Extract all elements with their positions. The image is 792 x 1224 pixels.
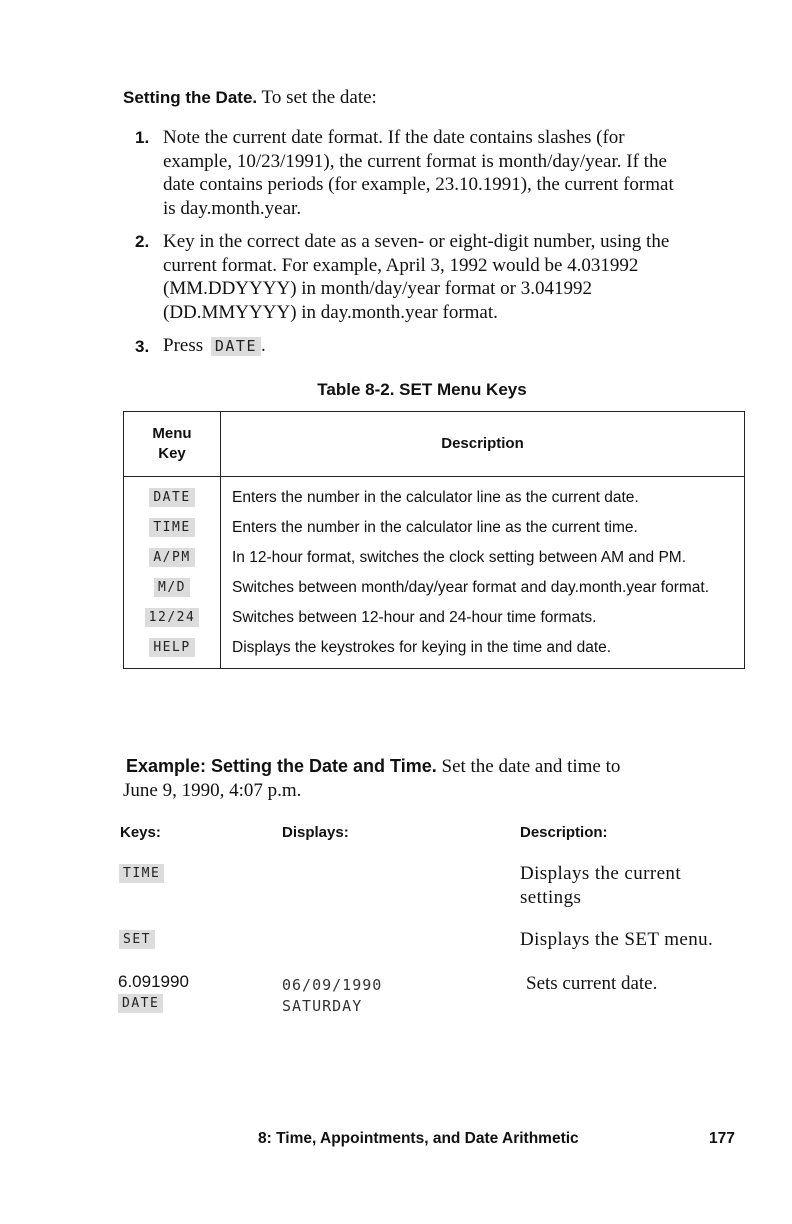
example-row-1-description <box>520 862 681 909</box>
example-line-2: June 9, 1990, 4:07 p.m. <box>123 779 302 801</box>
table-row <box>124 477 745 519</box>
table-row <box>124 518 745 548</box>
display-line: 06/09/1990 <box>282 976 383 994</box>
time-menu-key[interactable]: TIME <box>119 864 164 883</box>
section-intro: To set the date: <box>261 87 377 108</box>
table-cell-description: Displays the keystrokes for keying in the time and date. <box>232 639 612 656</box>
example-text: Set the date and time to <box>441 756 621 777</box>
section-heading: Setting the Date. <box>123 88 258 107</box>
month-day-menu-key[interactable]: M/D <box>154 578 190 597</box>
step-2-line: current format. For example, April 3, 1992 would be 4.031992 <box>163 254 639 276</box>
example-row-3-description: Sets current date. <box>526 973 658 994</box>
step-3-period: . <box>261 335 266 356</box>
table-cell-description: In 12-hour format, switches the clock setting between AM and PM. <box>232 549 687 566</box>
set-menu-keys-table <box>123 411 745 669</box>
keys-column-header: Keys: <box>120 824 161 841</box>
12-24-menu-key[interactable]: 12/24 <box>145 608 200 627</box>
description-column-header: Description: <box>520 824 608 841</box>
help-menu-key[interactable]: HELP <box>149 638 194 657</box>
example-row-2-description: Displays the SET menu. <box>520 929 714 950</box>
step-2-text <box>163 230 733 324</box>
table-cell-description: Enters the number in the calculator line as the current date. <box>232 489 639 506</box>
example-row-2-keys <box>119 930 155 949</box>
table-row <box>124 578 745 608</box>
section-heading-line <box>123 86 377 110</box>
date-menu-key[interactable]: DATE <box>118 994 163 1013</box>
table-caption: Table 8-2. SET Menu Keys <box>317 380 527 399</box>
step-1-line: is day.month.year. <box>163 197 302 219</box>
table-row <box>124 638 745 669</box>
step-2-line: (DD.MMYYYY) in day.month.year format. <box>163 301 498 323</box>
column-header-line: Menu <box>152 425 192 442</box>
display-line: SATURDAY <box>282 997 363 1015</box>
date-menu-key[interactable]: DATE <box>149 488 194 507</box>
column-header-line: Key <box>158 445 186 462</box>
keystroke-input: 6.091990 <box>118 972 189 991</box>
step-3-number: 3. <box>135 337 150 356</box>
calculator-display <box>282 975 382 1017</box>
example-paragraph <box>123 755 746 802</box>
example-line-1 <box>126 755 746 779</box>
page-number: 177 <box>709 1130 735 1147</box>
column-header-description: Description <box>221 412 745 477</box>
step-1-line: Note the current date format. If the date contains slashes (for <box>163 127 625 148</box>
step-1-line: example, 10/23/1991), the current format is month/day/year. If the <box>163 150 667 172</box>
step-3-text <box>163 334 733 358</box>
table-cell-description: Switches between month/day/year format and day.month.year format. <box>232 579 710 596</box>
step-1-line: date contains periods (for example, 23.10.1991), the current format <box>163 174 674 195</box>
table-row <box>124 548 745 578</box>
am-pm-menu-key[interactable]: A/PM <box>149 548 194 567</box>
table-row <box>124 608 745 638</box>
example-row-3-keys <box>118 972 189 1013</box>
table-cell-description: Enters the number in the calculator line as the current time. <box>232 519 638 536</box>
displays-column-header: Displays: <box>282 824 349 841</box>
column-header-menu-key <box>124 412 221 477</box>
time-menu-key[interactable]: TIME <box>149 518 194 537</box>
example-row-1-keys <box>119 864 164 883</box>
example-heading: Example: Setting the Date and Time. <box>126 756 437 776</box>
step-1-text <box>163 126 733 220</box>
description-line: settings <box>520 886 582 908</box>
table-cell-description: Switches between 12-hour and 24-hour time formats. <box>232 609 597 626</box>
date-menu-key[interactable]: DATE <box>211 337 261 356</box>
step-2-line: (MM.DDYYYY) in month/day/year format or 3.041992 <box>163 278 593 299</box>
step-2-number: 2. <box>135 232 150 251</box>
footer-chapter-title: 8: Time, Appointments, and Date Arithmetic <box>258 1130 579 1147</box>
step-2-line: Key in the correct date as a seven- or eight-digit number, using the <box>163 231 670 252</box>
description-line: Displays the current <box>520 863 682 884</box>
step-1-number: 1. <box>135 128 150 147</box>
step-3-press: Press <box>163 335 204 356</box>
set-menu-key[interactable]: SET <box>119 930 155 949</box>
